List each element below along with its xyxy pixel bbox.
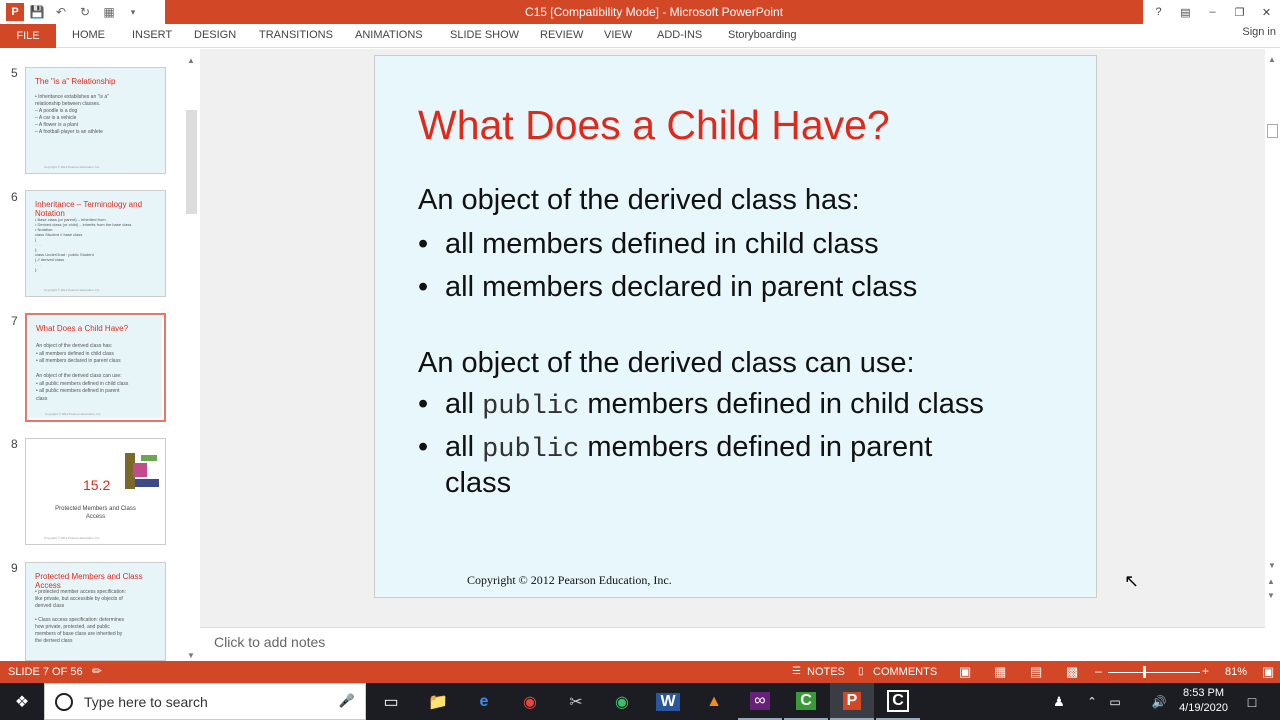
thumb-number: 5 bbox=[11, 66, 18, 80]
scrollbar-thumb[interactable] bbox=[1267, 124, 1278, 138]
edge-browser-icon[interactable]: e bbox=[479, 692, 489, 710]
bullet-icon: • bbox=[418, 271, 429, 303]
tab-insert[interactable]: INSERT bbox=[132, 29, 173, 41]
restore-button[interactable]: ❐ bbox=[1234, 6, 1245, 19]
camtasia-recorder-icon[interactable]: C bbox=[876, 683, 920, 720]
action-center-icon[interactable]: □ bbox=[1247, 693, 1257, 710]
notes-pane[interactable] bbox=[200, 627, 1265, 661]
undo-icon[interactable]: ↶ bbox=[55, 5, 67, 19]
bullet-text: all bbox=[445, 431, 483, 463]
network-icon[interactable]: ▭ bbox=[1109, 694, 1121, 709]
slide-thumbnail-7[interactable] bbox=[25, 313, 166, 422]
volume-icon[interactable]: 🔊 bbox=[1151, 694, 1167, 709]
tab-storyboarding[interactable]: Storyboarding bbox=[728, 29, 797, 41]
zoom-slider[interactable] bbox=[1108, 672, 1200, 673]
search-placeholder: Type here to search bbox=[84, 694, 208, 710]
thumb-body: • Inheritance establishes an "is a" relationship between classes. – A poodle is a dog – A car is a vehicle – A flower is a plant – A football player is an athlete bbox=[35, 94, 109, 135]
spell-check-icon[interactable]: ✏ bbox=[92, 664, 103, 678]
notes-placeholder: Click to add notes bbox=[214, 634, 326, 650]
thumb-title: Protected Members and Class Access bbox=[35, 572, 143, 590]
slide-thumbnail-8[interactable] bbox=[25, 438, 166, 545]
ribbon-display-options-icon[interactable]: ▤ bbox=[1180, 6, 1191, 19]
title-bar bbox=[0, 0, 1280, 24]
ribbon-tabs bbox=[0, 24, 1280, 48]
slide-thumbnail-5[interactable] bbox=[25, 67, 166, 174]
slide-scrollbar[interactable] bbox=[1265, 49, 1280, 661]
thumbnail-scrollbar[interactable] bbox=[184, 56, 199, 660]
slide-copyright: Copyright © 2012 Pearson Education, Inc. bbox=[467, 573, 672, 587]
tab-file[interactable]: FILE bbox=[0, 24, 56, 48]
camtasia-icon[interactable]: C bbox=[784, 683, 828, 720]
thumb-copyright: Copyright © 2012 Pearson Education, Inc. bbox=[44, 536, 101, 540]
zoom-level[interactable]: 81% bbox=[1225, 666, 1248, 678]
thumb-title: What Does a Child Have? bbox=[36, 324, 129, 333]
powerpoint-taskbar-icon[interactable]: P bbox=[830, 683, 874, 720]
visual-studio-icon[interactable]: ∞ bbox=[738, 683, 782, 720]
thumb-number: 8 bbox=[11, 437, 18, 451]
sign-in-link[interactable]: Sign in bbox=[1242, 26, 1276, 38]
bullet-icon: • bbox=[418, 228, 429, 260]
vlc-player-icon[interactable]: ▲ bbox=[706, 692, 722, 710]
code-keyword: public bbox=[482, 392, 580, 422]
customize-qat-icon[interactable]: ▾ bbox=[130, 6, 136, 17]
reading-view-icon[interactable]: ▤ bbox=[1030, 664, 1043, 679]
thumb-body: Protected Members and Class Access bbox=[55, 506, 136, 520]
tab-animations[interactable]: ANIMATIONS bbox=[355, 29, 423, 41]
current-slide[interactable] bbox=[374, 55, 1097, 598]
bullet-text-group bbox=[445, 388, 984, 422]
quick-access-toolbar bbox=[0, 0, 144, 24]
tab-add-ins[interactable]: ADD-INS bbox=[657, 29, 703, 41]
people-icon[interactable]: ♟ bbox=[1053, 693, 1065, 709]
snipping-tool-icon[interactable]: ✂ bbox=[569, 693, 583, 711]
thumb-title: Inheritance – Terminology and Notation bbox=[35, 200, 143, 218]
mouse-cursor-icon: ↖ bbox=[1124, 571, 1140, 591]
taskbar-search-box[interactable] bbox=[44, 683, 366, 720]
thumb-number: 7 bbox=[11, 314, 18, 328]
zoom-out-icon[interactable]: – bbox=[1095, 664, 1102, 678]
tab-slide-show[interactable]: SLIDE SHOW bbox=[450, 29, 520, 41]
bullet-icon: • bbox=[418, 431, 429, 463]
help-button[interactable]: ? bbox=[1155, 6, 1162, 18]
maps-app-icon[interactable]: ◉ bbox=[615, 693, 629, 711]
powerpoint-logo-icon: P bbox=[6, 3, 24, 21]
bullet-text-group bbox=[445, 431, 932, 465]
tab-view[interactable]: VIEW bbox=[604, 29, 633, 41]
code-keyword: public bbox=[482, 435, 580, 465]
tab-transitions[interactable]: TRANSITIONS bbox=[259, 29, 333, 41]
scroll-up-icon[interactable]: ▲ bbox=[187, 56, 195, 65]
bullet-text: all members declared in parent class bbox=[445, 271, 918, 303]
slide-thumbnail-9[interactable] bbox=[25, 562, 166, 661]
comments-icon[interactable]: ▯ bbox=[858, 666, 864, 677]
system-clock[interactable] bbox=[1179, 686, 1228, 716]
scrollbar-thumb[interactable] bbox=[186, 110, 197, 214]
microphone-icon[interactable]: 🎤 bbox=[338, 693, 355, 708]
chrome-browser-icon[interactable]: ◉ bbox=[523, 693, 537, 711]
thumb-number: 9 bbox=[11, 561, 18, 575]
windows-taskbar bbox=[0, 683, 1280, 720]
comments-button[interactable]: COMMENTS bbox=[873, 666, 938, 678]
bullet-text: members defined in child class bbox=[579, 388, 984, 420]
file-explorer-icon[interactable]: 📁 bbox=[428, 693, 448, 711]
thumb-copyright: Copyright © 2012 Pearson Education, Inc. bbox=[44, 165, 101, 169]
thumb-body: • Base class (or parent) – inherited from • Derived class (or child) – inherits from the base class • Notation: class Student // base class { . . . }; class UnderGrad : public Student { // derived class . . . }; bbox=[35, 217, 132, 272]
clock-date: 4/19/2020 bbox=[1179, 702, 1228, 714]
word-app-icon[interactable]: W bbox=[646, 683, 690, 720]
previous-slide-icon[interactable]: ▲ bbox=[1267, 577, 1275, 586]
zoom-slider-thumb[interactable] bbox=[1143, 666, 1146, 678]
thumb-copyright: Copyright © 2012 Pearson Education, Inc. bbox=[44, 288, 101, 292]
slide-thumbnail-6[interactable] bbox=[25, 190, 166, 297]
slide-show-icon[interactable]: ▩ bbox=[1066, 664, 1079, 679]
window-title: C15 [Compatibility Mode] - Microsoft PowerPoint bbox=[524, 5, 784, 19]
start-from-beginning-icon[interactable]: ▦ bbox=[103, 5, 115, 19]
clock-time: 8:53 PM bbox=[1183, 687, 1225, 699]
section-graphic bbox=[121, 449, 161, 493]
save-icon[interactable]: 💾 bbox=[29, 5, 45, 19]
close-button[interactable]: ✕ bbox=[1261, 6, 1272, 19]
cortana-icon bbox=[55, 693, 73, 711]
bullet-text: all bbox=[445, 388, 483, 420]
notes-icon[interactable]: ☰ bbox=[792, 666, 801, 677]
slide-sorter-icon[interactable]: ▦ bbox=[994, 664, 1007, 679]
status-bar bbox=[0, 661, 1280, 683]
tab-design[interactable]: DESIGN bbox=[194, 29, 237, 41]
bullet-continuation[interactable]: class bbox=[445, 467, 512, 499]
zoom-in-icon[interactable]: + bbox=[1202, 664, 1210, 678]
thumb-title: The "is a" Relationship bbox=[35, 77, 116, 86]
bullet-text: all members defined in child class bbox=[445, 228, 879, 260]
notes-button[interactable]: NOTES bbox=[807, 666, 845, 678]
scroll-up-icon[interactable]: ▲ bbox=[1268, 55, 1276, 64]
thumb-copyright: Copyright © 2012 Pearson Education, Inc. bbox=[45, 412, 102, 416]
slide-text-line[interactable]: An object of the derived class has: bbox=[418, 184, 860, 216]
redo-icon[interactable]: ↻ bbox=[79, 5, 91, 19]
task-view-icon[interactable]: ▭ bbox=[383, 693, 399, 711]
slide-text-line[interactable]: An object of the derived class can use: bbox=[418, 347, 915, 379]
fit-slide-icon[interactable]: ▣ bbox=[1262, 664, 1275, 679]
tab-review[interactable]: REVIEW bbox=[540, 29, 584, 41]
bullet-text: members defined in parent bbox=[579, 431, 933, 463]
thumb-title: 15.2 bbox=[83, 477, 111, 493]
minimize-button[interactable]: – bbox=[1209, 6, 1216, 18]
slide-count: SLIDE 7 OF 56 bbox=[8, 666, 83, 678]
slide-thumbnail-pane bbox=[0, 49, 200, 661]
windows-start-icon[interactable]: ❖ bbox=[14, 693, 30, 711]
thumb-body: • protected member access specification: like private, but accessible by objects of derived class • Class access specification: determines how private, protected, and public members of base class are inherited by the derived class bbox=[35, 589, 126, 644]
next-slide-icon[interactable]: ▼ bbox=[1267, 591, 1275, 600]
slide-title[interactable]: What Does a Child Have? bbox=[418, 102, 890, 148]
bullet-icon: • bbox=[418, 388, 429, 420]
normal-view-icon[interactable]: ▣ bbox=[959, 664, 972, 679]
thumb-number: 6 bbox=[11, 190, 18, 204]
scroll-down-icon[interactable]: ▼ bbox=[1268, 561, 1276, 570]
tray-chevron-icon[interactable]: ⌃ bbox=[1087, 696, 1097, 708]
thumb-body: An object of the derived class has: • all members defined in child class • all members declared in parent class An object of the derived class can use: • all public members defined in child class • all public members defined in parent class bbox=[36, 343, 129, 402]
tab-home[interactable]: HOME bbox=[72, 29, 105, 41]
scroll-down-icon[interactable]: ▼ bbox=[187, 651, 195, 660]
